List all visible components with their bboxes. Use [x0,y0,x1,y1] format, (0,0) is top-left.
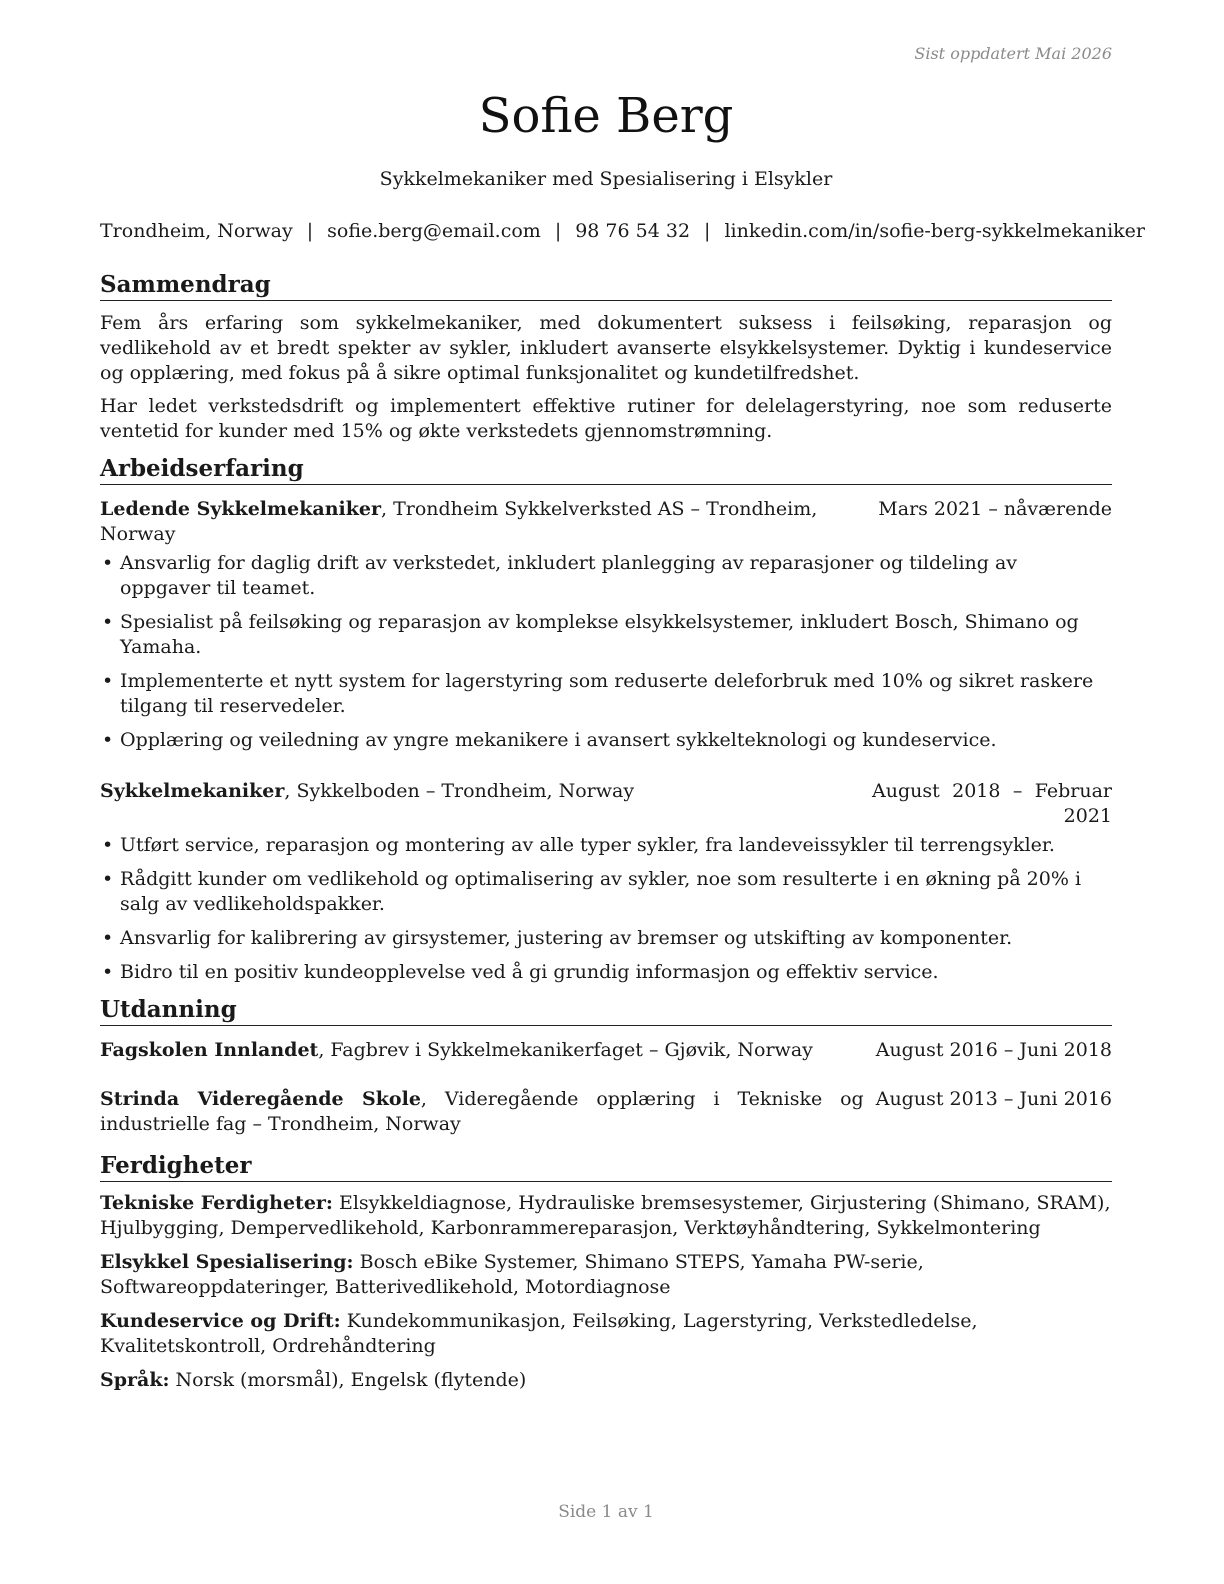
education-header [100,1038,1112,1063]
skill-text: Norsk (morsmål), Engelsk (flytende) [169,1369,527,1391]
section-heading-summary: Sammendrag [100,270,1112,301]
section-heading-education: Utdanning [100,995,1112,1026]
section-heading-skills: Ferdigheter [100,1151,1112,1182]
job-entry [100,497,1112,753]
job-bullets [100,833,1112,985]
education-dates: August 2016 – Juni 2018 [875,1039,1112,1061]
job-bullets [100,551,1112,753]
resume-page [100,0,1146,1584]
summary-paragraph: Har ledet verkstedsdrift og implementert effektive rutiner for delelagerstyring, noe som reduserte ventetid for kunder med 15% og økte verkstedets gjennomstrømning. [100,395,1112,442]
job-role: Ledende Sykkelmekaniker [100,498,381,520]
job-org: , Trondheim Sykkelverksted AS – Trondheim, Norway [100,498,818,545]
skill-label: Kundeservice og Drift: [100,1310,341,1332]
contact-linkedin[interactable]: linkedin.com/in/sofie-berg-sykkelmekaniker [724,220,1146,242]
skill-group [100,1368,1112,1393]
education-dates: August 2013 – Juni 2016 [875,1088,1112,1110]
job-header [100,497,1112,547]
school-name: Strinda Videregående Skole [100,1088,421,1110]
job-role: Sykkelmekaniker [100,780,285,802]
skill-text: Elsykkeldiagnose, Hydrauliske bremsesystemer, Girjustering (Shimano, SRAM), Hjulbygging, Dempervedlikehold, Karbonrammereparasjon, Verktøyhåndtering, Sykkelmontering [100,1192,1111,1239]
education-title-line [100,1038,864,1063]
list-item: • Ansvarlig for kalibrering av girsystemer, justering av bremser og utskifting av komponenter. [100,926,1112,951]
skill-group [100,1191,1112,1241]
list-item: • Spesialist på feilsøking og reparasjon av komplekse elsykkelsystemer, inkludert Bosch, Shimano og Yamaha. [100,610,1112,660]
candidate-name: Sofie Berg [478,88,734,144]
education-detail: , Videregående opplæring i Tekniske og industrielle fag – Trondheim, Norway [100,1088,864,1135]
job-entry [100,779,1112,985]
education-title-line [100,1087,864,1137]
contact-location: Trondheim, Norway [100,220,293,242]
page-number: Side 1 av 1 [558,1502,654,1522]
school-name: Fagskolen Innlandet [100,1039,319,1061]
job-title-line [100,497,866,547]
job-dates: Mars 2021 – nåværende [878,498,1112,520]
skill-label: Elsykkel Spesialisering: [100,1251,354,1273]
skill-label: Tekniske Ferdigheter: [100,1192,333,1214]
last-updated: Sist oppdatert Mai 2026 [914,44,1112,63]
skill-text: Bosch eBike Systemer, Shimano STEPS, Yamaha PW-serie, Softwareoppdateringer, Batterivedlikehold, Motordiagnose [100,1251,924,1298]
resume-body [100,270,1112,1403]
skill-text: Kundekommunikasjon, Feilsøking, Lagerstyring, Verkstedledelse, Kvalitetskontroll, Ordrehåndtering [100,1310,978,1357]
job-title-line [100,779,860,804]
summary-paragraph: Fem års erfaring som sykkelmekaniker, med dokumentert suksess i feilsøking, reparasjon og vedlikehold av et bredt spekter av sykler, inkludert avanserte elsykkelsystemer. Dyktig i kundeservice og opplæring, med fokus på å sikre optimal funksjonalitet og kundetilfredshet. [100,312,1112,384]
list-item: • Utført service, reparasjon og montering av alle typer sykler, fra landeveissykler til terrengsykler. [100,833,1112,858]
list-item: • Implementerte et nytt system for lagerstyring som reduserte deleforbruk med 10% og sikret raskere tilgang til reservedeler. [100,669,1112,719]
list-item: • Bidro til en positiv kundeopplevelse ved å gi grundig informasjon og effektiv service. [100,960,1112,985]
job-org: , Sykkelboden – Trondheim, Norway [284,780,635,802]
skill-label: Språk: [100,1369,170,1391]
list-item: • Rådgitt kunder om vedlikehold og optimalisering av sykler, noe som resulterte i en økning på 20% i salg av vedlikeholdspakker. [100,867,1112,917]
experience-section [100,454,1112,985]
skill-group [100,1309,1112,1359]
list-item: • Ansvarlig for daglig drift av verkstedet, inkludert planlegging av reparasjoner og tildeling av oppgaver til teamet. [100,551,1112,601]
contact-separator: | [704,220,711,242]
summary-section [100,270,1112,444]
skills-section [100,1151,1112,1393]
contact-email[interactable]: sofie.berg@email.com [327,220,541,242]
contact-phone: 98 76 54 32 [575,220,691,242]
job-header [100,779,1112,829]
section-heading-experience: Arbeidserfaring [100,454,1112,485]
education-section [100,995,1112,1137]
education-header [100,1087,1112,1137]
contact-line [100,220,1146,242]
professional-title: Sykkelmekaniker med Spesialisering i Elsykler [379,168,833,190]
contact-separator: | [554,220,562,242]
job-dates: August 2018 – Februar 2021 [872,780,1112,827]
contact-separator: | [306,220,314,242]
education-entry [100,1087,1112,1137]
skill-group [100,1250,1112,1300]
list-item: • Opplæring og veiledning av yngre mekanikere i avansert sykkelteknologi og kundeservice. [100,728,1112,753]
education-entry [100,1038,1112,1063]
education-detail: , Fagbrev i Sykkelmekanikerfaget – Gjøvik, Norway [318,1039,813,1061]
